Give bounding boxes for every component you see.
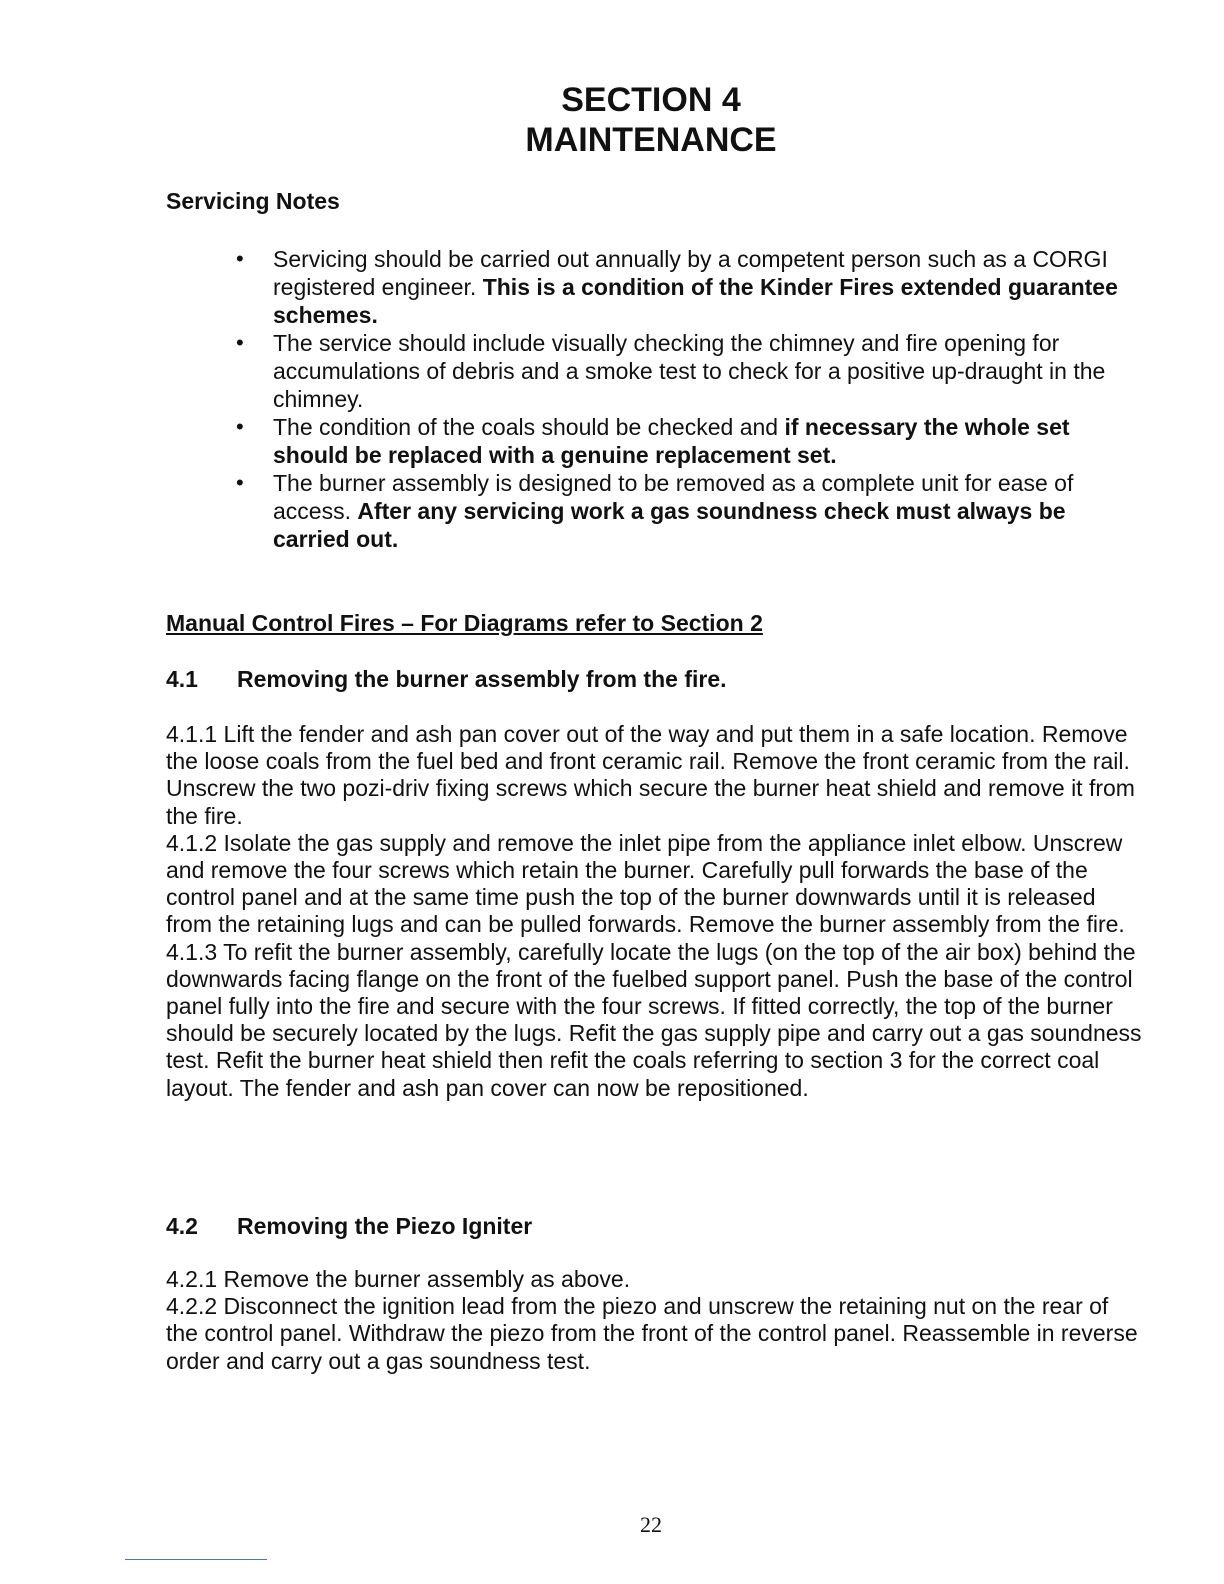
paragraph-4-1-2: 4.1.2 Isolate the gas supply and remove the inlet pipe from the appliance inlet elbow. Unscrew and remove the four screws which retain the burner. Carefully pull forwards the base of the control panel and at the same time push the top of the burner downwards until it is released from the retaining lugs and can be pulled forwards. Remove the burner assembly from the fire. <box>166 829 1125 938</box>
paragraph-4-2-1: 4.2.1 Remove the burner assembly as above. <box>166 1266 631 1292</box>
paragraph-4-2-2: 4.2.2 Disconnect the ignition lead from the piezo and unscrew the retaining nut on the rear of the control panel. Withdraw the piezo from the front of the control panel. Reassemble in reverse order and carry out a gas soundness test. <box>166 1293 1138 1374</box>
subsection-title: Removing the Piezo Igniter <box>237 1213 533 1239</box>
paragraph-4-1-3: 4.1.3 To refit the burner assembly, carefully locate the lugs (on the top of the air box) behind the downwards facing flange on the front of the fuelbed support panel. Push the base of the control panel fully into the fire and secure with the four screws. If fitted correctly, the top of the burner should be securely located by the lugs. Refit the gas supply pipe and carry out a gas soundness test. Refit the burner heat shield then refit the coals referring to section 3 for the correct coal layout. The fender and ash pan cover can now be repositioned. <box>166 938 1142 1101</box>
footnote-divider <box>125 1559 267 1560</box>
servicing-notes-heading: Servicing Notes <box>166 188 340 214</box>
servicing-notes-list <box>166 245 1146 553</box>
section-name: MAINTENANCE <box>525 121 777 159</box>
list-item: • Servicing should be carried out annually by a competent person such as a CORGI registered engineer. This is a condition of the Kinder Fires extended guarantee schemes. <box>166 245 1146 329</box>
section-title <box>0 80 1224 160</box>
list-item: • The service should include visually checking the chimney and fire opening for accumulations of debris and a smoke test to check for a positive up-draught in the chimney. <box>166 329 1146 413</box>
subsection-title: Removing the burner assembly from the fire. <box>237 666 727 692</box>
subsection-4-1-heading <box>166 666 727 693</box>
subsection-number: 4.2 <box>166 1213 198 1239</box>
manual-control-heading: Manual Control Fires – For Diagrams refer to Section 2 <box>166 610 763 636</box>
subsection-4-2-heading <box>166 1213 532 1240</box>
page-number: 22 <box>640 1512 662 1537</box>
section-number: SECTION 4 <box>561 81 741 119</box>
list-item: • The burner assembly is designed to be removed as a complete unit for ease of access. After any servicing work a gas soundness check must always be carried out. <box>166 469 1146 553</box>
subsection-4-2-body <box>166 1266 1146 1375</box>
subsection-4-1-body <box>166 721 1146 1102</box>
subsection-number: 4.1 <box>166 666 198 692</box>
list-item: • The condition of the coals should be checked and if necessary the whole set should be replaced with a genuine replacement set. <box>166 413 1146 469</box>
paragraph-4-1-1: 4.1.1 Lift the fender and ash pan cover out of the way and put them in a safe location. Remove the loose coals from the fuel bed and front ceramic rail. Remove the front ceramic from the rail. Unscrew the two pozi-driv fixing screws which secure the burner heat shield and remove it from the fire. <box>166 721 1135 829</box>
